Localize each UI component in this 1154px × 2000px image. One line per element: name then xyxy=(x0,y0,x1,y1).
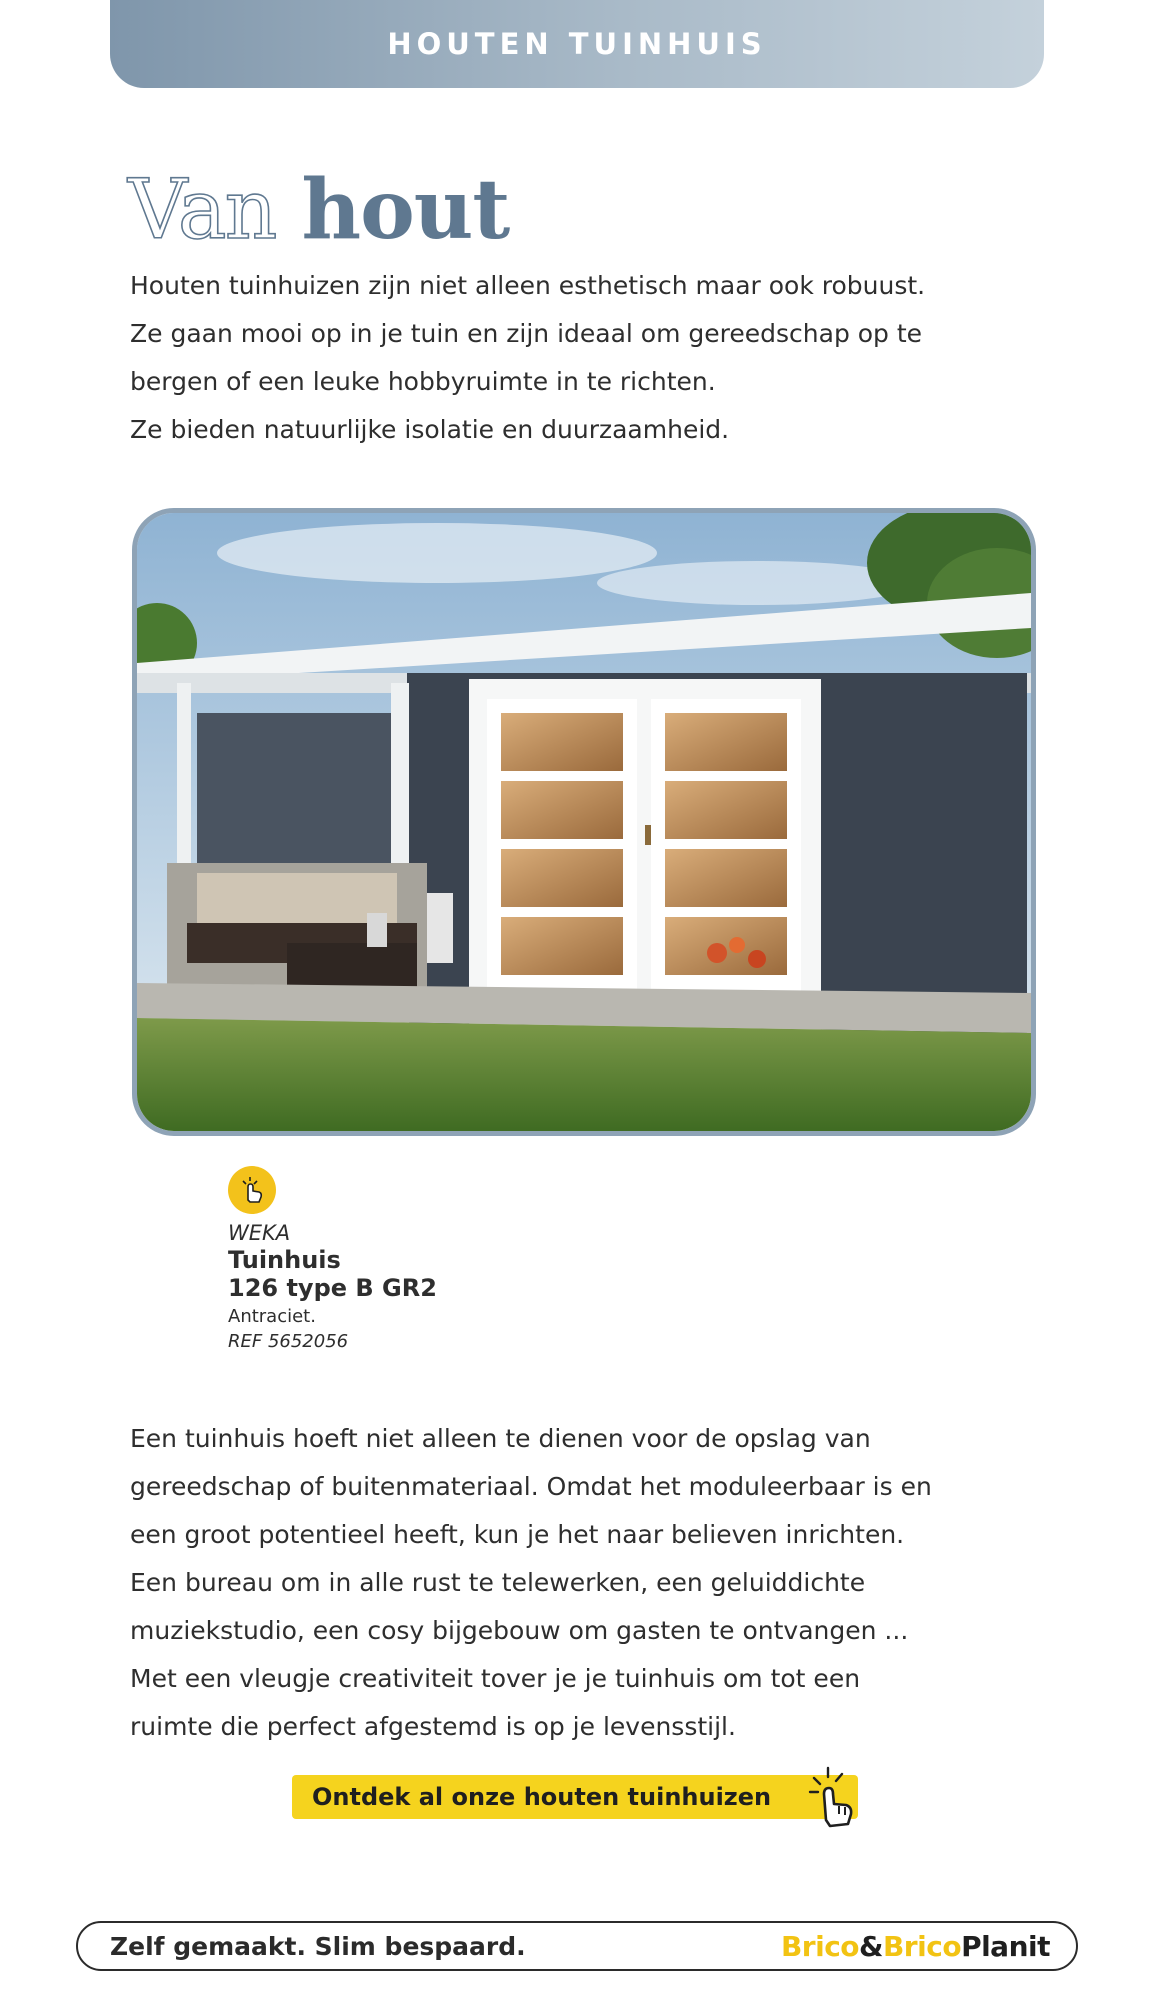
product-photo xyxy=(132,508,1036,1136)
pointer-hand-glyph xyxy=(237,1175,267,1205)
footer-slogan: Zelf gemaakt. Slim bespaard. xyxy=(110,1931,526,1961)
page-title-light: Van xyxy=(128,163,276,258)
product-model: 126 type B GR2 xyxy=(228,1274,437,1302)
discover-garden-houses-button[interactable] xyxy=(292,1775,858,1819)
product-info xyxy=(228,1220,728,1354)
body-line: ruimte die perfect afgestemd is op je levensstijl. xyxy=(130,1712,736,1741)
cta-label: Ontdek al onze houten tuinhuizen xyxy=(312,1783,772,1811)
product-brand: WEKA xyxy=(228,1221,291,1245)
body-line: Een tuinhuis hoeft niet alleen te dienen voor de opslag van xyxy=(130,1424,871,1453)
page-title xyxy=(128,160,509,260)
footer-bar xyxy=(76,1921,1078,1971)
body-line: Een bureau om in alle rust te telewerken, een geluiddichte xyxy=(130,1568,866,1597)
click-hand-icon[interactable] xyxy=(800,1760,870,1830)
product-color: Antraciet. xyxy=(228,1306,316,1327)
body-line: Met een vleugje creativiteit tover je je tuinhuis om tot een xyxy=(130,1664,861,1693)
intro-text xyxy=(130,262,1030,454)
intro-line: Houten tuinhuizen zijn niet alleen esthetisch maar ook robuust. xyxy=(130,271,926,300)
logo-planit: Planit xyxy=(961,1929,1050,1963)
body-line: muziekstudio, een cosy bijgebouw om gasten te ontvangen ... xyxy=(130,1616,909,1645)
product-name: Tuinhuis xyxy=(228,1246,341,1274)
brico-planit-logo[interactable] xyxy=(781,1930,1050,1963)
body-line: gereedschap of buitenmateriaal. Omdat het moduleerbaar is en xyxy=(130,1472,932,1501)
logo-ampersand: & xyxy=(859,1929,883,1963)
logo-brico-2: Brico xyxy=(882,1929,962,1963)
header-banner xyxy=(110,0,1044,88)
intro-line: Ze gaan mooi op in je tuin en zijn ideaal om gereedschap op te xyxy=(130,319,923,348)
body-text xyxy=(130,1415,1050,1751)
header-title: HOUTEN TUINHUIS xyxy=(387,27,767,61)
logo-brico: Brico xyxy=(780,1929,860,1963)
product-ref: REF 5652056 xyxy=(228,1331,349,1352)
page-title-bold: hout xyxy=(301,162,510,258)
intro-line: Ze bieden natuurlijke isolatie en duurzaamheid. xyxy=(130,415,730,444)
garden-house-image xyxy=(137,513,1031,1131)
body-line: een groot potentieel heeft, kun je het naar believen inrichten. xyxy=(130,1520,905,1549)
intro-line: bergen of een leuke hobbyruimte in te richten. xyxy=(130,367,716,396)
click-hand-glyph xyxy=(800,1760,870,1830)
pointer-hand-icon xyxy=(228,1166,276,1214)
